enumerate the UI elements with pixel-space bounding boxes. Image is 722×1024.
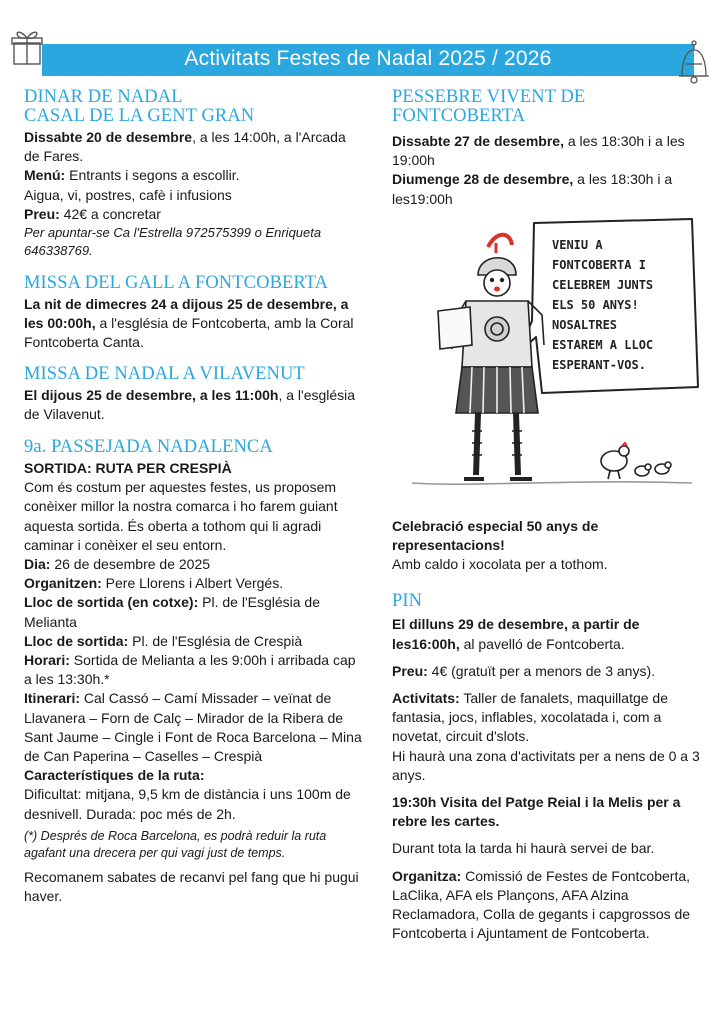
pessebre-section bbox=[392, 88, 704, 574]
passejada-footnote: (*) Després de Roca Barcelona, es podrà reduir la ruta agafant una drecera per qui vagi just de temps. bbox=[24, 828, 327, 860]
pin-section bbox=[392, 592, 704, 943]
pin-visit: 19:30h Visita del Patge Reial i la Melis per a rebre les cartes. bbox=[392, 794, 681, 830]
passejada-advice: Recomanem sabates de recanvi pel fang que hi pugui haver. bbox=[24, 868, 359, 905]
pin-price: Preu: 4€ (gratuït per a menors de 3 anys). bbox=[392, 662, 656, 679]
pessebre-special-text: Amb caldo i xocolata per a tothom. bbox=[392, 556, 608, 573]
passejada-subtitle: SORTIDA: RUTA PER CRESPIÀ bbox=[24, 460, 232, 477]
right-column bbox=[392, 88, 704, 943]
dinar-date: Dissabte 20 de desembre, a les 14:00h, a l'Arcada de Fares. bbox=[24, 129, 346, 165]
passejada-organitzen: Organitzen: Pere Llorens i Albert Vergés. bbox=[24, 575, 284, 592]
bubble-line: FONTCOBERTA I bbox=[552, 257, 646, 272]
dinar-section bbox=[24, 88, 362, 260]
missa-gall-text: La nit de dimecres 24 a dijous 25 de desembre, a les 00:00h, a l'església de Fontcoberta, amb la Coral Fontcoberta Canta. bbox=[24, 296, 354, 351]
pin-bar: Durant tota la tarda hi haurà servei de bar. bbox=[392, 840, 655, 857]
pessebre-title-1: PESSEBRE VIVENT DE bbox=[392, 87, 586, 107]
pessebre-special: Celebració especial 50 anys de representacions! bbox=[392, 517, 599, 554]
dinar-title-2: CASAL DE LA GENT GRAN bbox=[24, 106, 255, 126]
passejada-caracteristiques: Dificultat: mitjana, 9,5 km de distància i uns 100m de desnivell. Durada: poc més de 2h. bbox=[24, 786, 351, 822]
passejada-section bbox=[24, 438, 362, 906]
dinar-menu: Menú: Entrants i segons a escollir. bbox=[24, 167, 240, 184]
passejada-horari: Horari: Sortida de Melianta a les 9:00h i arribada cap a les 13:30h.* bbox=[24, 652, 356, 688]
bubble-line: CELEBREM JUNTS bbox=[552, 277, 654, 292]
missa-gall-section bbox=[24, 274, 362, 353]
pin-title: PIN bbox=[392, 591, 423, 612]
roman-soldier-illustration bbox=[392, 217, 704, 507]
bubble-line: ESTAREM A LLOC bbox=[552, 337, 654, 352]
pessebre-date-1: Dissabte 27 de desembre, a les 18:30h i a les 19:00h bbox=[392, 133, 685, 169]
passejada-lloc: Lloc de sortida: Pl. de l'Església de Crespià bbox=[24, 632, 303, 649]
header-banner bbox=[42, 44, 694, 76]
pessebre-date-2: Diumenge 28 de desembre, a les 18:30h i a les19:00h bbox=[392, 171, 673, 207]
dinar-title-1: DINAR DE NADAL bbox=[24, 87, 183, 107]
dinar-note: Per apuntar-se Ca l'Estrella 972575399 o Enriqueta 646338769. bbox=[24, 225, 322, 259]
passejada-dia: Dia: 26 de desembre de 2025 bbox=[24, 556, 211, 573]
bell-icon bbox=[674, 40, 714, 86]
page-title: Activitats Festes de Nadal 2025 / 2026 bbox=[184, 47, 552, 70]
pessebre-title-2: FONTCOBERTA bbox=[392, 106, 526, 126]
bubble-line: ELS 50 ANYS! bbox=[552, 297, 639, 312]
pin-organitza: Organitza: Comissió de Festes de Fontcoberta, LaClika, AFA els Plançons, AFA Alzina Reclamadora, Colla de gegants i capgrossos de Fontcoberta i Ajuntament de Fontcoberta. bbox=[392, 867, 691, 942]
pin-zone: Hi haurà una zona d'activitats per a nens de 0 a 3 anys. bbox=[392, 747, 700, 783]
left-column bbox=[24, 88, 362, 906]
passejada-lloc-cotxe: Lloc de sortida (en cotxe): Pl. de l'Església de Melianta bbox=[24, 594, 320, 630]
missa-nadal-text: El dijous 25 de desembre, a les 11:00h, a l'església de Vilavenut. bbox=[24, 386, 356, 422]
gift-icon bbox=[10, 26, 44, 66]
missa-nadal-title: MISSA DE NADAL A VILAVENUT bbox=[24, 363, 305, 384]
bubble-line: ESPERANT-VOS. bbox=[552, 357, 646, 372]
pin-activitats: Activitats: Taller de fanalets, maquillatge de fantasia, jocs, inflables, xocolatada i, com a novetat, circuit d'slots. bbox=[392, 690, 669, 745]
bubble-line: VENIU A bbox=[552, 237, 603, 252]
passejada-intro: Com és costum per aquestes festes, us proposem conèixer millor la nostra comarca i ho farem guiant aquesta sortida. És oberta a tothom qui li agradi caminar i conèixer el seu entorn. bbox=[24, 479, 338, 553]
speech-bubble-text bbox=[552, 235, 692, 375]
passejada-itinerari: Itinerari: Cal Cassó – Camí Missader – veïnat de Llavanera – Forn de Calç – Mirador de la Ribera de Sant Jaume – Cingle i Font de Roca Barcelona – Mina de Can Paperina – Caselles – Crespià bbox=[24, 690, 362, 765]
missa-gall-title: MISSA DEL GALL A FONTCOBERTA bbox=[24, 273, 329, 294]
dinar-price: Preu: 42€ a concretar bbox=[24, 205, 161, 222]
dinar-menu-2: Aigua, vi, postres, cafè i infusions bbox=[24, 186, 232, 203]
missa-nadal-section bbox=[24, 365, 362, 424]
pin-date: El dilluns 29 de desembre, a partir de les16:00h, al pavelló de Fontcoberta. bbox=[392, 616, 640, 652]
bubble-line: NOSALTRES bbox=[552, 317, 618, 332]
passejada-caracteristiques-label: Característiques de la ruta: bbox=[24, 767, 205, 784]
passejada-title: 9a. PASSEJADA NADALENCA bbox=[24, 437, 273, 458]
